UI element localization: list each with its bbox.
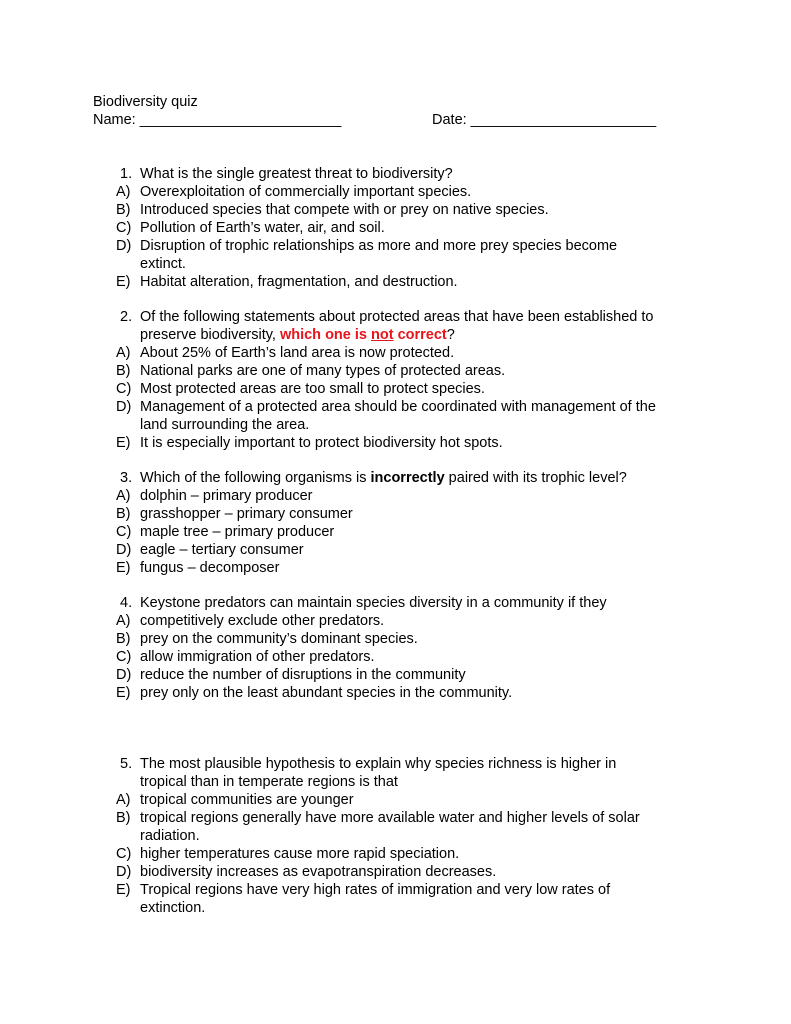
option-letter: B) [116, 202, 131, 218]
question-number: 5. [120, 756, 133, 772]
question-number: 2. [120, 309, 133, 325]
option-d: eagle – tertiary consumer [140, 542, 304, 558]
option-letter: A) [116, 345, 131, 361]
option-letter: E) [116, 560, 131, 576]
option-letter: A) [116, 488, 131, 504]
option-c: allow immigration of other predators. [140, 649, 375, 665]
question-text: Keystone predators can maintain species diversity in a community if they [140, 595, 607, 611]
option-b-continued: radiation. [140, 828, 200, 844]
option-letter: C) [116, 846, 132, 862]
option-letter: B) [116, 631, 131, 647]
question-mark: ? [446, 327, 455, 343]
question-text-plain: Which of the following organisms is [140, 470, 371, 486]
option-e: prey only on the least abundant species in the community. [140, 685, 513, 701]
option-letter: C) [116, 649, 132, 665]
option-e: Tropical regions have very high rates of immigration and very low rates of [140, 882, 611, 898]
emphasis-bold: incorrectly [370, 470, 445, 486]
option-a: About 25% of Earth’s land area is now protected. [140, 345, 455, 361]
option-c: Most protected areas are too small to protect species. [140, 381, 485, 397]
option-b: tropical regions generally have more available water and higher levels of solar [140, 810, 640, 826]
option-c: Pollution of Earth’s water, air, and soil. [140, 220, 385, 236]
option-letter: C) [116, 220, 132, 236]
option-c: higher temperatures cause more rapid speciation. [140, 846, 460, 862]
option-letter: A) [116, 184, 131, 200]
option-letter: E) [116, 685, 131, 701]
question-number: 4. [120, 595, 133, 611]
option-a: competitively exclude other predators. [140, 613, 385, 629]
option-letter: C) [116, 381, 132, 397]
option-letter: A) [116, 613, 131, 629]
emphasis-red: correct [393, 327, 447, 343]
option-letter: D) [116, 542, 132, 558]
emphasis-red-underlined: not [371, 327, 394, 343]
option-letter: D) [116, 864, 132, 880]
option-a: Overexploitation of commercially important species. [140, 184, 472, 200]
name-field-label: Name: _________________________ [93, 112, 342, 128]
question-text-continued [140, 326, 455, 344]
option-letter: D) [116, 667, 132, 683]
option-letter: A) [116, 792, 131, 808]
option-a: dolphin – primary producer [140, 488, 313, 504]
question-text: Of the following statements about protected areas that have been established to [140, 309, 654, 325]
option-d: reduce the number of disruptions in the community [140, 667, 466, 683]
question-text: The most plausible hypothesis to explain why species richness is higher in [140, 756, 617, 772]
option-d-continued: extinct. [140, 256, 186, 272]
option-e: fungus – decomposer [140, 560, 280, 576]
option-e-continued: extinction. [140, 900, 206, 916]
option-letter: B) [116, 363, 131, 379]
option-e: Habitat alteration, fragmentation, and destruction. [140, 274, 458, 290]
date-field-label: Date: _______________________ [432, 112, 657, 128]
option-letter: E) [116, 435, 131, 451]
option-letter: C) [116, 524, 132, 540]
option-d: Disruption of trophic relationships as more and more prey species become [140, 238, 618, 254]
option-b: National parks are one of many types of protected areas. [140, 363, 506, 379]
option-c: maple tree – primary producer [140, 524, 335, 540]
question-text-plain: paired with its trophic level? [444, 470, 627, 486]
option-b: Introduced species that compete with or prey on native species. [140, 202, 549, 218]
question-text-continued: tropical than in temperate regions is that [140, 774, 398, 790]
option-letter: D) [116, 399, 132, 415]
question-text [140, 469, 627, 487]
option-letter: E) [116, 882, 131, 898]
quiz-title: Biodiversity quiz [93, 94, 198, 110]
question-text-plain: preserve biodiversity, [140, 327, 280, 343]
question-text: What is the single greatest threat to biodiversity? [140, 166, 453, 182]
option-d: Management of a protected area should be coordinated with management of the [140, 399, 656, 415]
option-b: grasshopper – primary consumer [140, 506, 353, 522]
option-letter: B) [116, 506, 131, 522]
option-b: prey on the community’s dominant species. [140, 631, 418, 647]
option-letter: B) [116, 810, 131, 826]
emphasis-red: which one is [279, 327, 371, 343]
option-letter: E) [116, 274, 131, 290]
option-letter: D) [116, 238, 132, 254]
option-d-continued: land surrounding the area. [140, 417, 310, 433]
option-d: biodiversity increases as evapotranspiration decreases. [140, 864, 497, 880]
option-a: tropical communities are younger [140, 792, 354, 808]
question-number: 3. [120, 470, 133, 486]
question-number: 1. [120, 166, 133, 182]
option-e: It is especially important to protect biodiversity hot spots. [140, 435, 503, 451]
